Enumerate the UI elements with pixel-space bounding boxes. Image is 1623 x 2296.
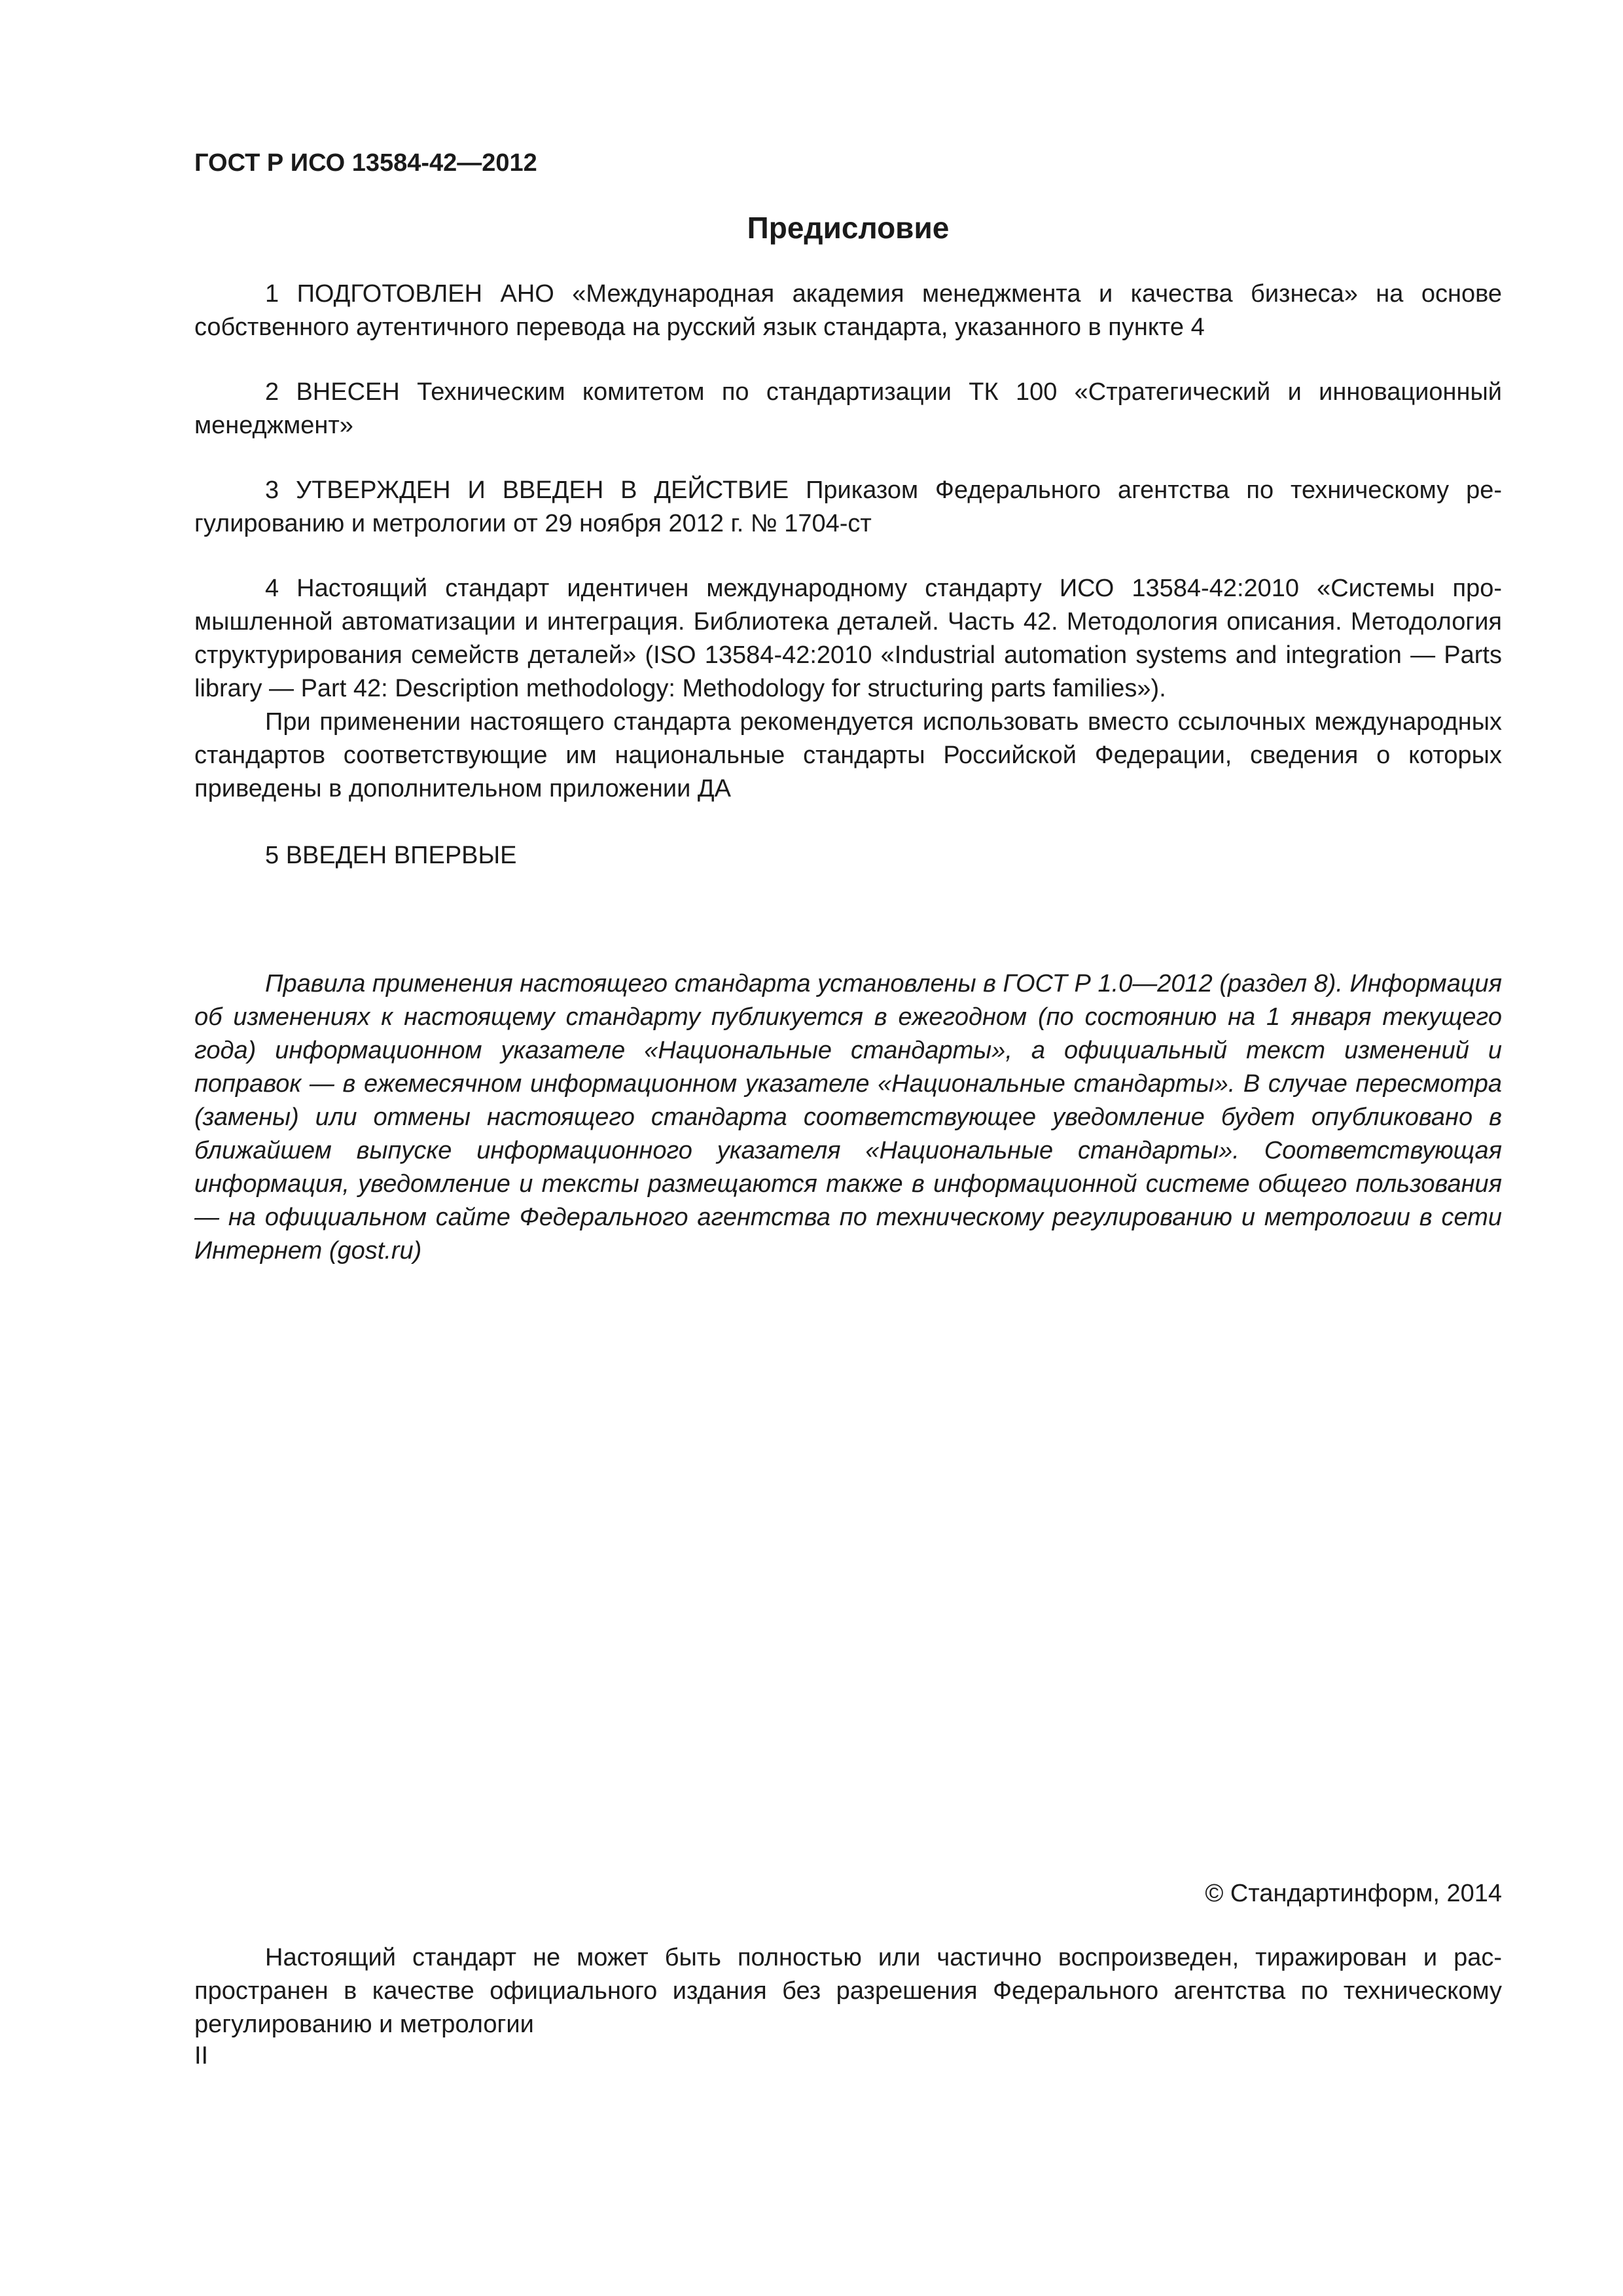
application-rules-note: Правила применения настоящего стандарта установлены в ГОСТ Р 1.0—2012 (раздел 8). Информация об изменениях к настоящему стандарту публикуется в ежегодном (по состоянию на 1 января текущего года) информационном указателе «Национальные стандарты», а официальный текст изменений и поправок — в ежемесячном информационном указателе «Национальные стандарты». В случае пересмотра (замены) или отмены настоящего стандарта соответствующее уведомление будет опубликовано в ближайшем выпуске информационного указателя «Национальные стандарты». Соответствующая информация, уведомление и тексты размещаются также в информационной системе общего пользования — на официальном сайте Федерального агентства по техническому регулированию и метрологии в сети Интернет (gost.ru): [194, 970, 1502, 1265]
paragraph-prepared: 1 ПОДГОТОВЛЕН АНО «Международная академия менеджмента и качества бизнеса» на основе собственного аутентичного перевода на русский язык стандарта, указанного в пункте 4: [194, 280, 1502, 341]
reproduction-notice: Настоящий стандарт не может быть полностью или частично воспроизведен, тиражирован и распространен в качестве официального издания без разрешения Федерального агентства по техническому регулированию и метрологии: [194, 1944, 1502, 2038]
paragraph-approved: 3 УТВЕРЖДЕН И ВВЕДЕН В ДЕЙСТВИЕ Приказом Федерального агентства по техническому регулированию и метрологии от 29 ноября 2012 г. № 1704-ст: [194, 476, 1502, 537]
paragraph-identical-standard: 4 Настоящий стандарт идентичен международному стандарту ИСО 13584-42:2010 «Системы промышленной автоматизации и интеграция. Библиотека деталей. Часть 42. Методология описания. Методология структурирования семейств деталей» (ISO 13584-42:2010 «Industrial automation systems and integration — Parts library — Part 42: Description methodology: Methodology for structuring parts families»).: [194, 575, 1502, 702]
page-title: Предисловие: [747, 211, 950, 245]
copyright-line: © Стандартинформ, 2014: [1205, 1880, 1502, 1907]
paragraph-reference-standards: При применении настоящего стандарта рекомендуется использовать вместо ссылочных международных стандартов соответствующие им национальные стандарты Российской Федерации, сведения о которых приведены в дополнительном приложении ДА: [194, 708, 1502, 802]
document-page: [194, 0, 1502, 2296]
standard-code-header: ГОСТ Р ИСО 13584-42—2012: [194, 149, 537, 177]
paragraph-introduced-first: 5 ВВЕДЕН ВПЕРВЫЕ: [265, 842, 517, 869]
page-number: II: [194, 2042, 209, 2070]
paragraph-submitted: 2 ВНЕСЕН Техническим комитетом по стандартизации ТК 100 «Стратегический и инновационный менеджмент»: [194, 378, 1502, 439]
